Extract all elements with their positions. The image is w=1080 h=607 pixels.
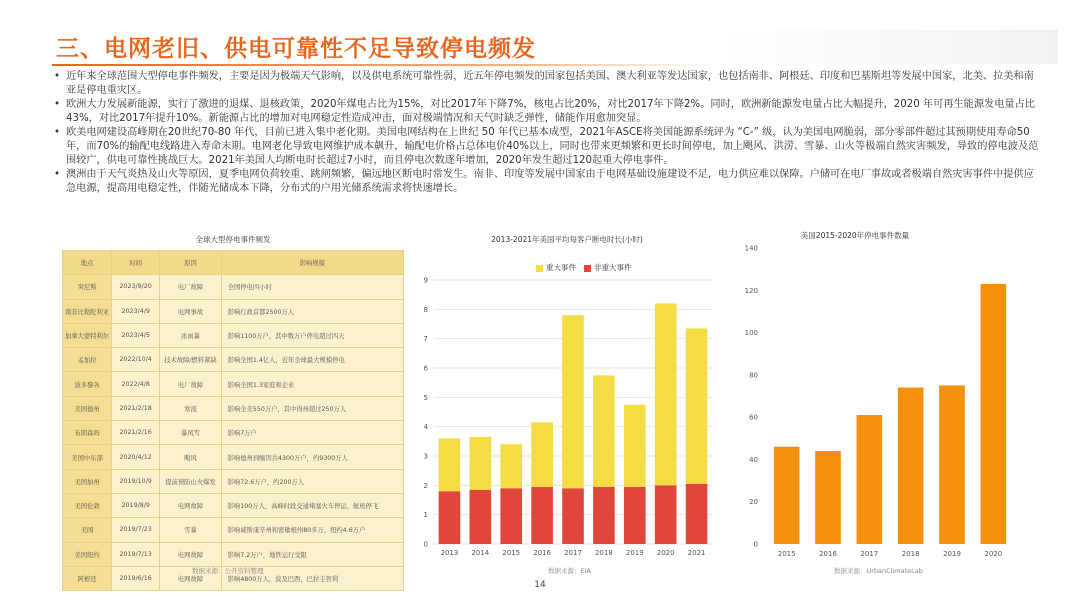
x-tick-label: 2016 xyxy=(533,549,552,557)
table-row xyxy=(63,493,404,517)
table-header-row xyxy=(63,251,404,275)
header-place: 地点 xyxy=(63,251,112,275)
legend-label-nonmajor: 非重大事件 xyxy=(594,263,632,272)
header-time: 时间 xyxy=(112,251,160,275)
cell-time: 2023/4/5 xyxy=(112,323,160,347)
bar xyxy=(774,447,800,544)
page-title: 三、电网老旧、供电可靠性不足导致停电频发 xyxy=(56,36,536,62)
x-tick-label: 2019 xyxy=(943,550,961,558)
bullet-marker: • xyxy=(54,127,61,139)
bar-nonmajor xyxy=(624,487,646,544)
cell-place: 美国 xyxy=(63,518,112,542)
table-source: 数据来源：公开资料整理 xyxy=(192,567,264,575)
table-row xyxy=(63,396,404,420)
bullet-text: 欧洲大力发展新能源，实行了激进的退煤、退核政策，2020年煤电占比为15%，对比2017年下降7%，核电占比20%，对比2017年下降2%。同时，欧洲新能源发电量占比大幅提升，2020 年可再生能源发电量占比43%，对比2017年提升10%。新能源占比的增加对电网稳定性造成冲击，面对极端情况和天气时缺乏弹性，储能作用愈加突显。 xyxy=(66,99,1035,124)
x-tick-label: 2019 xyxy=(625,549,644,557)
cell-time: 2019/7/23 xyxy=(112,518,160,542)
x-tick-label: 2017 xyxy=(860,550,879,558)
table-row xyxy=(63,542,404,566)
bullet-text: 澳洲由于天气炎热及山火等原因，夏季电网负荷较重、跳闸频繁，偏远地区断电时常发生。南非、印度等发展中国家由于电网基础设施建设不足，电力供应难以保障。户储可在电厂事故或者极端自然灾害事件中提供应急电源，提高用电稳定性，伴随光储成本下降，分布式的户用光储系统需求将快速增长。 xyxy=(66,169,1034,194)
cell-impact: 影响100万人，高峰时段交通堵塞火车停运，航班停飞 xyxy=(221,493,403,517)
cell-impact: 影响全国1.4亿人，近年全球最大规模停电 xyxy=(221,348,403,372)
table-row xyxy=(63,275,404,299)
table-row xyxy=(63,445,404,469)
bar-major xyxy=(593,375,615,486)
bar-major xyxy=(562,315,584,488)
y-tick-label: 8 xyxy=(423,305,428,314)
chart1-source: 数据来源：EIA xyxy=(548,567,591,575)
title-bar xyxy=(52,26,1058,66)
x-tick-label: 2015 xyxy=(777,550,796,558)
y-tick-label: 7 xyxy=(423,335,428,344)
page-number: 14 xyxy=(534,580,546,590)
outage-events-table-panel xyxy=(62,230,404,583)
cell-time: 2022/4/8 xyxy=(112,372,160,396)
cell-time: 2019/8/9 xyxy=(112,493,160,517)
table-row xyxy=(63,372,404,396)
y-tick-label: 6 xyxy=(423,364,428,373)
bar xyxy=(898,388,924,544)
header-cause: 原因 xyxy=(160,251,221,275)
cell-cause: 暴风雪 xyxy=(160,421,221,445)
y-tick-label: 2 xyxy=(423,481,428,490)
table-row xyxy=(63,323,404,347)
cell-cause: 技术故障/燃料紧缺 xyxy=(160,348,221,372)
x-tick-label: 2018 xyxy=(901,550,920,558)
y-tick-label: 140 xyxy=(744,244,758,253)
table-caption: 全球大型停电事件频发 xyxy=(195,235,271,244)
bar-nonmajor xyxy=(686,484,708,544)
x-tick-label: 2016 xyxy=(819,550,837,558)
cell-impact: 影响威斯康辛州和密歇根州80多万，纽约4.6万户 xyxy=(221,518,403,542)
cell-impact: 全国停电四小时 xyxy=(221,275,403,299)
table-row xyxy=(63,299,404,323)
bar-nonmajor xyxy=(655,485,677,544)
cell-impact: 影响7.2万户，地铁运行受阻 xyxy=(221,542,403,566)
y-tick-label: 20 xyxy=(749,498,758,507)
chart2-title: 美国2015-2020年停电事件数量 xyxy=(800,231,910,240)
cell-place: 美国加州 xyxy=(63,469,112,493)
y-tick-label: 0 xyxy=(423,540,428,549)
bar-nonmajor xyxy=(439,491,461,544)
x-tick-label: 2014 xyxy=(471,549,490,557)
cell-time: 2022/10/4 xyxy=(112,348,160,372)
bar-major xyxy=(500,444,522,488)
cell-cause: 电网故障 xyxy=(160,542,221,566)
bar-nonmajor xyxy=(531,487,553,544)
chart2-source: 数据来源：UrbanClimateLab xyxy=(834,567,923,575)
bar-nonmajor xyxy=(470,490,492,544)
outage-count-chart-panel xyxy=(730,226,1030,580)
y-tick-label: 0 xyxy=(753,540,758,549)
cell-cause: 雪暴 xyxy=(160,518,221,542)
outage-duration-chart xyxy=(412,230,722,580)
x-tick-label: 2015 xyxy=(502,549,521,557)
cell-place: 孟加拉 xyxy=(63,348,112,372)
cell-place: 突尼斯 xyxy=(63,275,112,299)
bullet-marker: • xyxy=(54,71,61,82)
bullet-text: 近年来全球范围大型停电事件频发，主要是因为极端天气影响，以及供电系统可靠性弱，近五年停电频发的国家包括美国、澳大利亚等发达国家，也包括南非、阿根廷、印度和巴基斯坦等发展中国家，北美、拉美和南亚是停电重灾区。 xyxy=(66,71,1034,96)
y-tick-label: 9 xyxy=(423,276,428,285)
y-tick-label: 60 xyxy=(749,413,758,422)
bullet-marker: • xyxy=(54,99,61,111)
legend-label-major: 重大事件 xyxy=(546,263,576,272)
bullet-item xyxy=(52,168,1042,195)
bar xyxy=(939,385,965,544)
y-tick-label: 40 xyxy=(749,455,758,464)
y-tick-label: 4 xyxy=(423,423,428,432)
cell-place: 美国纽约 xyxy=(63,542,112,566)
y-tick-label: 3 xyxy=(423,452,428,461)
bullet-list xyxy=(52,70,1042,196)
bar-nonmajor xyxy=(562,488,584,544)
cell-time: 2020/4/12 xyxy=(112,445,160,469)
cell-time: 2019/10/9 xyxy=(112,469,160,493)
bar-major xyxy=(470,437,492,490)
cell-impact: 影响全国1.3家庭和企业 xyxy=(221,372,403,396)
bullet-marker: • xyxy=(54,169,61,181)
outage-count-chart xyxy=(730,226,1030,580)
y-tick-label: 5 xyxy=(423,393,428,402)
header-impact: 影响规模 xyxy=(221,251,403,275)
table-row xyxy=(63,421,404,445)
table-row xyxy=(63,348,404,372)
cell-cause: 电网故障 xyxy=(160,493,221,517)
x-tick-label: 2018 xyxy=(594,549,613,557)
bar-major xyxy=(655,303,677,485)
cell-place: 美国中东部 xyxy=(63,445,112,469)
cell-cause: 提前预防山火爆发 xyxy=(160,469,221,493)
bullet-item xyxy=(52,70,1042,97)
y-tick-label: 1 xyxy=(423,511,428,520)
outage-events-table xyxy=(62,250,404,591)
y-tick-label: 100 xyxy=(744,329,758,338)
cell-time: 2019/7/13 xyxy=(112,542,160,566)
cell-impact: 影响全美550万户，其中得州超过250万人 xyxy=(221,396,403,420)
cell-place: 美国伦敦 xyxy=(63,493,112,517)
cell-time: 2019/6/16 xyxy=(112,566,160,590)
title-underline xyxy=(52,64,712,66)
x-tick-label: 2020 xyxy=(656,549,675,557)
cell-cause: 电网故障 xyxy=(160,566,221,590)
y-tick-label: 80 xyxy=(749,371,758,380)
bar-nonmajor xyxy=(593,487,615,544)
x-tick-label: 2017 xyxy=(564,549,582,557)
cell-impact: 影响德州到缅因共4300万户，约9300万人 xyxy=(221,445,403,469)
cell-place: 美国德州 xyxy=(63,396,112,420)
cell-cause: 飓风 xyxy=(160,445,221,469)
cell-time: 2023/4/9 xyxy=(112,299,160,323)
bar xyxy=(815,451,841,544)
bar-major xyxy=(531,422,553,487)
table-row xyxy=(63,469,404,493)
bullet-item xyxy=(52,126,1042,167)
bullet-item xyxy=(52,98,1042,125)
x-tick-label: 2013 xyxy=(440,549,459,557)
chart1-title: 2013-2021年美国平均每客户断电时长(小时) xyxy=(491,235,643,244)
cell-cause: 电厂故障 xyxy=(160,275,221,299)
cell-time: 2021/2/16 xyxy=(112,421,160,445)
cell-place: 阿根廷 xyxy=(63,566,112,590)
bar-major xyxy=(439,438,461,491)
cell-place: 波多黎各 xyxy=(63,372,112,396)
bar-major xyxy=(686,328,708,483)
cell-time: 2021/2/18 xyxy=(112,396,160,420)
cell-place: 布朗森吗 xyxy=(63,421,112,445)
cell-cause: 电厂故障 xyxy=(160,372,221,396)
x-tick-label: 2021 xyxy=(687,549,706,557)
cell-impact: 影响1100万户，其中数万户停电超过四天 xyxy=(221,323,403,347)
cell-impact: 影响4800万人，波及巴西，巴拉圭智利 xyxy=(221,566,403,590)
table-row xyxy=(63,518,404,542)
title-decoration xyxy=(720,30,1058,64)
cell-cause: 冰雨暴 xyxy=(160,323,221,347)
bar xyxy=(981,284,1007,544)
cell-place: 加拿大蒙特利尔 xyxy=(63,323,112,347)
bar-major xyxy=(624,405,646,487)
bullet-text: 欧美电网建设高峰期在20世纪70-80 年代，目前已进入集中老化期。美国电网结构在上世纪 50 年代已基本成型，2021年ASCE将美国能源系统评为 “C-” 级，认为美国电网脆弱，部分零部件超过其预期使用寿命50 年，而70%的输配电线路进入寿命末期。电网老化导致电网维护成本飙升，输配电价格占总体电价40%以上，同时也带来更频繁和更长时间停电，加上飓风、洪涝、雪暴、山火等极端自然灾害频发，导致的停电波及范围较广，供电可靠性挑战巨大。2021年美国人均断电时长超过7小时，而且停电次数逐年增加，2020年发生超过120起重大停电事件。 xyxy=(66,127,1039,166)
cell-cause: 电网事故 xyxy=(160,299,221,323)
cell-impact: 影响7万户 xyxy=(221,421,403,445)
x-tick-label: 2020 xyxy=(984,550,1003,558)
y-tick-label: 120 xyxy=(744,286,758,295)
cell-impact: 影响行政首都2500万人 xyxy=(221,299,403,323)
bar xyxy=(857,415,883,544)
outage-duration-chart-panel xyxy=(412,230,722,580)
cell-cause: 寒流 xyxy=(160,396,221,420)
bar-nonmajor xyxy=(500,488,522,544)
cell-place: 南非比勒陀利亚 xyxy=(63,299,112,323)
cell-impact: 影响72.6万户，约200万人 xyxy=(221,469,403,493)
cell-time: 2023/9/20 xyxy=(112,275,160,299)
